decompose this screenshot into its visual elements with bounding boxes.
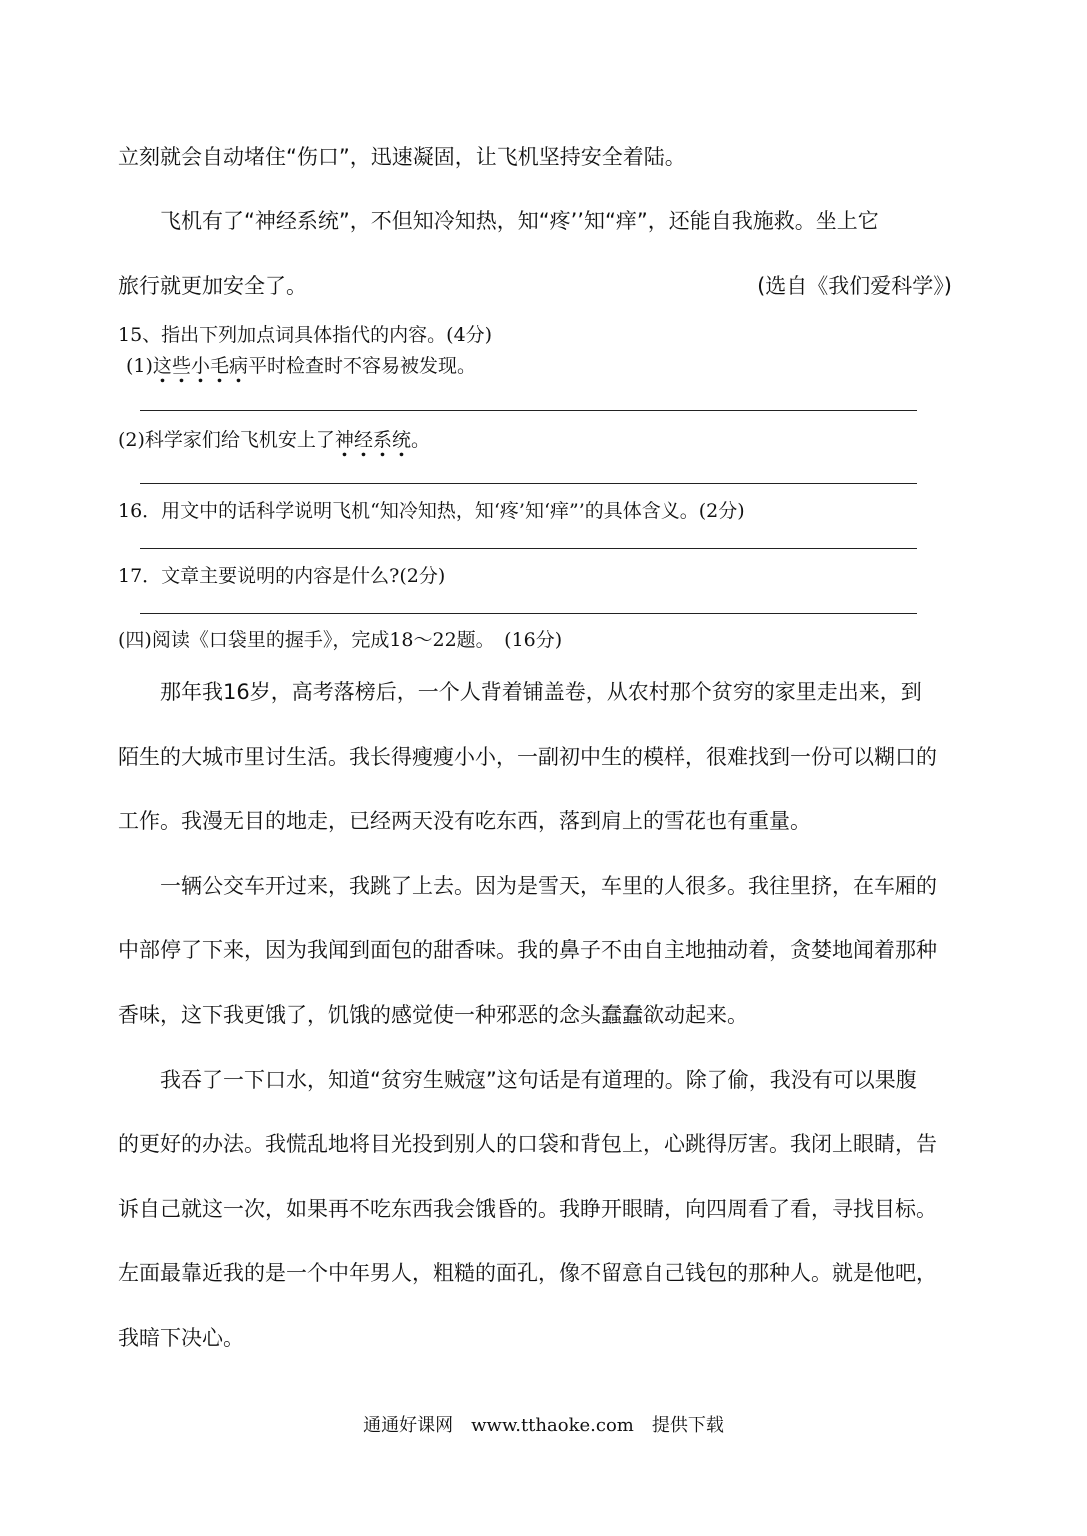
source-citation: (选自《我们爱科学》) xyxy=(757,274,952,298)
emphasized-char: 经 xyxy=(353,429,373,451)
emphasized-char: 系 xyxy=(372,429,392,451)
emphasized-char: 这 xyxy=(152,355,172,377)
emphasized-char: 统 xyxy=(391,429,411,451)
question-15-stem: 15、指出下列加点词具体指代的内容。(4分) xyxy=(118,324,493,346)
item-number: (1) xyxy=(126,355,153,377)
emphasized-char: 毛 xyxy=(209,355,229,377)
emphasized-char: 病 xyxy=(228,355,248,377)
answer-line[interactable] xyxy=(140,410,917,411)
section-heading: (四)阅读《口袋里的握手》，完成18～22题。 (16分) xyxy=(118,629,563,651)
question-17-stem: 17．文章主要说明的内容是什么?(2分) xyxy=(118,565,446,587)
passage-line: 诉自己就这一次，如果再不吃东西我会饿昏的。我睁开眼睛，向四周看了看，寻找目标。 xyxy=(118,1197,937,1221)
passage-line: 陌生的大城市里讨生活。我长得瘦瘦小小，一副初中生的模样，很难找到一份可以糊口的 xyxy=(118,745,937,769)
page-footer: 通通好课网 www.tthaoke.com 提供下载 xyxy=(363,1415,724,1436)
passage-line: 香味，这下我更饿了，饥饿的感觉使一种邪恶的念头蠢蠢欲动起来。 xyxy=(118,1003,748,1027)
passage-line: 飞机有了“神经系统”，不但知冷知热，知“疼’’知“痒”，还能自我施救。坐上它 xyxy=(160,209,879,233)
answer-line[interactable] xyxy=(140,548,917,549)
item-text: 平时检查时不容易被发现。 xyxy=(248,355,477,377)
answer-line[interactable] xyxy=(140,613,917,614)
passage-line: 立刻就会自动堵住“伤口”，迅速凝固，让飞机坚持安全着陆。 xyxy=(118,145,686,169)
passage-line: 一辆公交车开过来，我跳了上去。因为是雪天，车里的人很多。我往里挤，在车厢的 xyxy=(160,874,937,898)
question-16-stem: 16．用文中的话科学说明飞机“知冷知热，知‘疼’知‘痒”’的具体含义。(2分) xyxy=(118,500,745,522)
passage-line: 中部停了下来，因为我闻到面包的甜香味。我的鼻子不由自主地抽动着，贪婪地闻着那种 xyxy=(118,938,937,962)
question-15-item-2 xyxy=(118,425,430,452)
emphasized-char: 小 xyxy=(190,355,210,377)
emphasized-char: 些 xyxy=(171,355,191,377)
passage-line: 我暗下决心。 xyxy=(118,1326,244,1350)
item-text: (2)科学家们给飞机安上了 xyxy=(118,429,335,451)
emphasized-char: 神 xyxy=(334,429,354,451)
passage-line: 我吞了一下口水，知道“贫穷生贼寇”这句话是有道理的。除了偷，我没有可以果腹 xyxy=(160,1068,917,1092)
passage-line: 工作。我漫无目的地走，已经两天没有吃东西，落到肩上的雪花也有重量。 xyxy=(118,809,811,833)
passage-line: 左面最靠近我的是一个中年男人，粗糙的面孔，像不留意自己钱包的那种人。就是他吧， xyxy=(118,1261,937,1285)
passage-line: 的更好的办法。我慌乱地将目光投到别人的口袋和背包上，心跳得厉害。我闭上眼睛，告 xyxy=(118,1132,937,1156)
passage-line: 那年我16岁，高考落榜后，一个人背着铺盖卷，从农村那个贫穷的家里走出来，到 xyxy=(160,680,922,704)
question-15-item-1 xyxy=(126,351,476,378)
answer-line[interactable] xyxy=(140,483,917,484)
item-text: 。 xyxy=(410,429,430,451)
passage-line: 旅行就更加安全了。 xyxy=(118,274,307,298)
